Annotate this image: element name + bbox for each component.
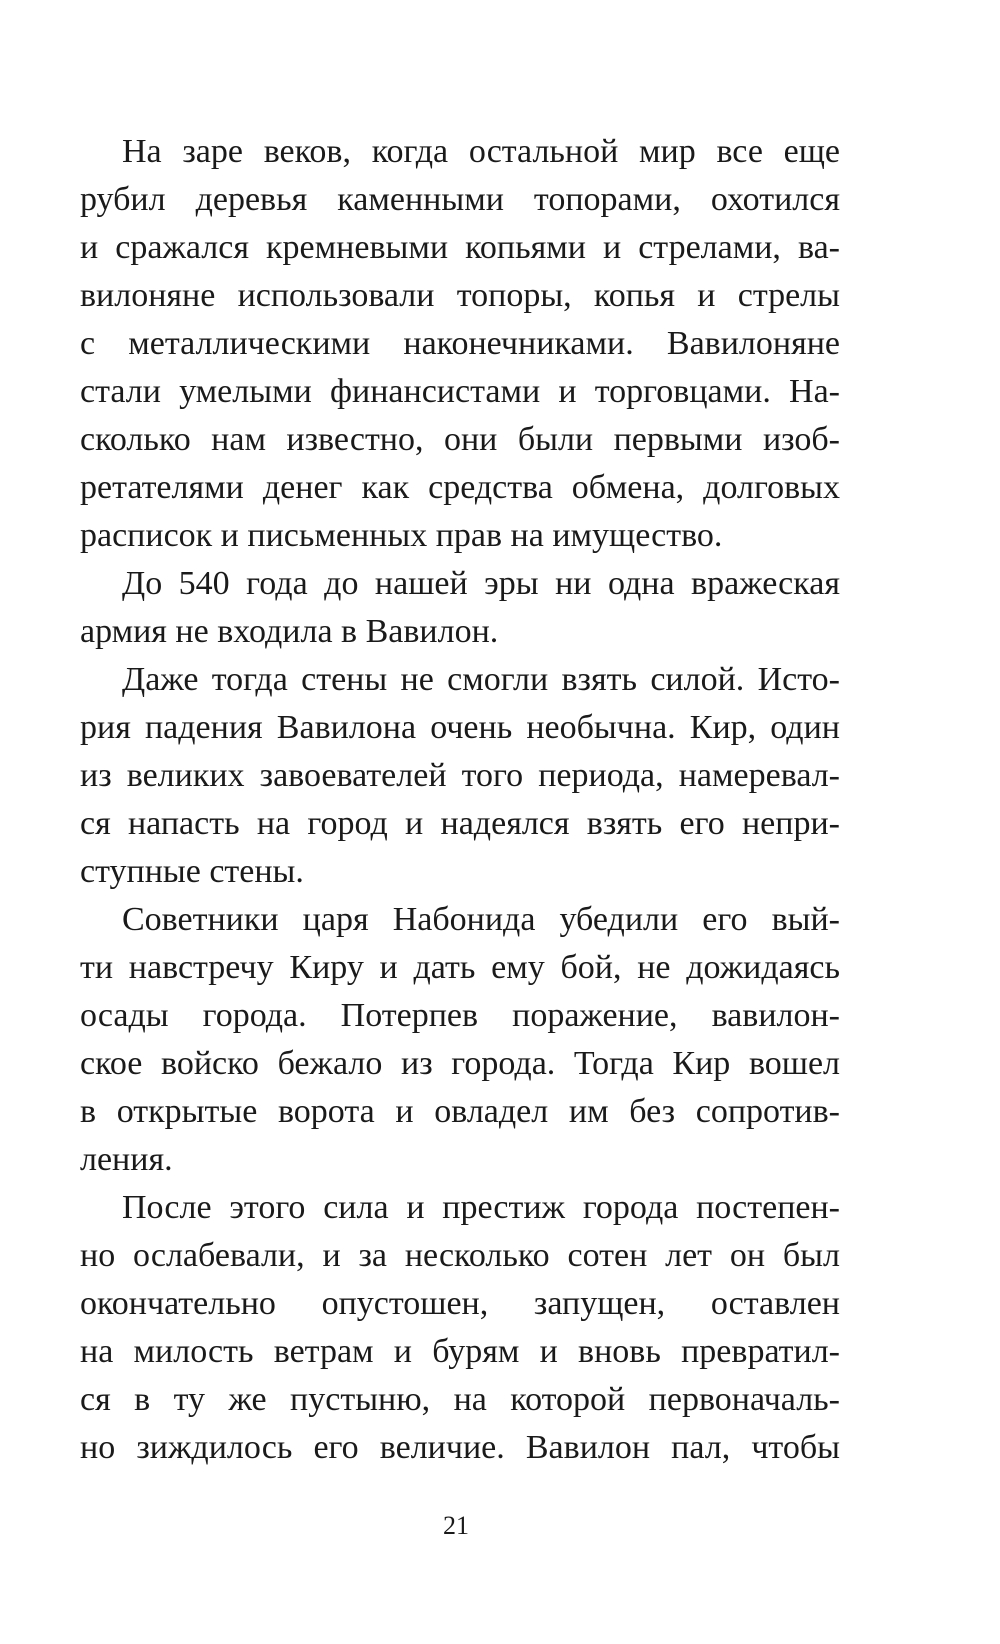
text-line: ся в ту же пустыню, на которой первоначаль- bbox=[80, 1381, 840, 1418]
text-line: Даже тогда стены не смогли взять силой. Исто- bbox=[122, 661, 840, 698]
paragraph bbox=[80, 896, 840, 1184]
text-line: стали умелыми финансистами и торговцами. На- bbox=[80, 373, 840, 410]
text-line: рия падения Вавилона очень необычна. Кир, один bbox=[80, 709, 840, 746]
text-line: ретателями денег как средства обмена, долговых bbox=[80, 469, 840, 506]
text-line: ления. bbox=[80, 1141, 173, 1178]
paragraph bbox=[80, 560, 840, 656]
text-line: осады города. Потерпев поражение, вавилон- bbox=[80, 997, 840, 1034]
text-line: но ослабевали, и за несколько сотен лет он был bbox=[80, 1237, 840, 1274]
text-line: расписок и письменных прав на имущество. bbox=[80, 517, 723, 554]
text-line: окончательно опустошен, запущен, оставлен bbox=[80, 1285, 840, 1322]
text-line: армия не входила в Вавилон. bbox=[80, 613, 499, 650]
text-line: Советники царя Набонида убедили его вый- bbox=[122, 901, 840, 938]
page-number: 21 bbox=[443, 1511, 469, 1540]
text-line: ское войско бежало из города. Тогда Кир вошел bbox=[80, 1045, 840, 1082]
text-line: ся напасть на город и надеялся взять его непри- bbox=[80, 805, 840, 842]
text-line: После этого сила и престиж города постепен- bbox=[122, 1189, 840, 1226]
text-line: вилоняне использовали топоры, копья и стрелы bbox=[80, 277, 840, 314]
text-line: На заре веков, когда остальной мир все еще bbox=[122, 133, 840, 170]
text-line: с металлическими наконечниками. Вавилоняне bbox=[80, 325, 840, 362]
paragraph bbox=[80, 656, 840, 896]
text-line: но зиждилось его величие. Вавилон пал, чтобы bbox=[80, 1429, 840, 1466]
text-line: в открытые ворота и овладел им без сопротив- bbox=[80, 1093, 840, 1130]
text-line: из великих завоевателей того периода, намеревал- bbox=[80, 757, 840, 794]
text-line: ступные стены. bbox=[80, 853, 304, 890]
text-line: рубил деревья каменными топорами, охотился bbox=[80, 181, 840, 218]
text-line: на милость ветрам и бурям и вновь превратил- bbox=[80, 1333, 840, 1370]
text-line: и сражался кремневыми копьями и стрелами, ва- bbox=[80, 229, 840, 266]
text-line: ти навстречу Киру и дать ему бой, не дожидаясь bbox=[80, 949, 840, 986]
text-line: сколько нам известно, они были первыми изоб- bbox=[80, 421, 840, 458]
text-line: До 540 года до нашей эры ни одна вражеская bbox=[122, 565, 840, 602]
body-text bbox=[80, 128, 840, 1472]
paragraph bbox=[80, 128, 840, 560]
paragraph bbox=[80, 1184, 840, 1472]
